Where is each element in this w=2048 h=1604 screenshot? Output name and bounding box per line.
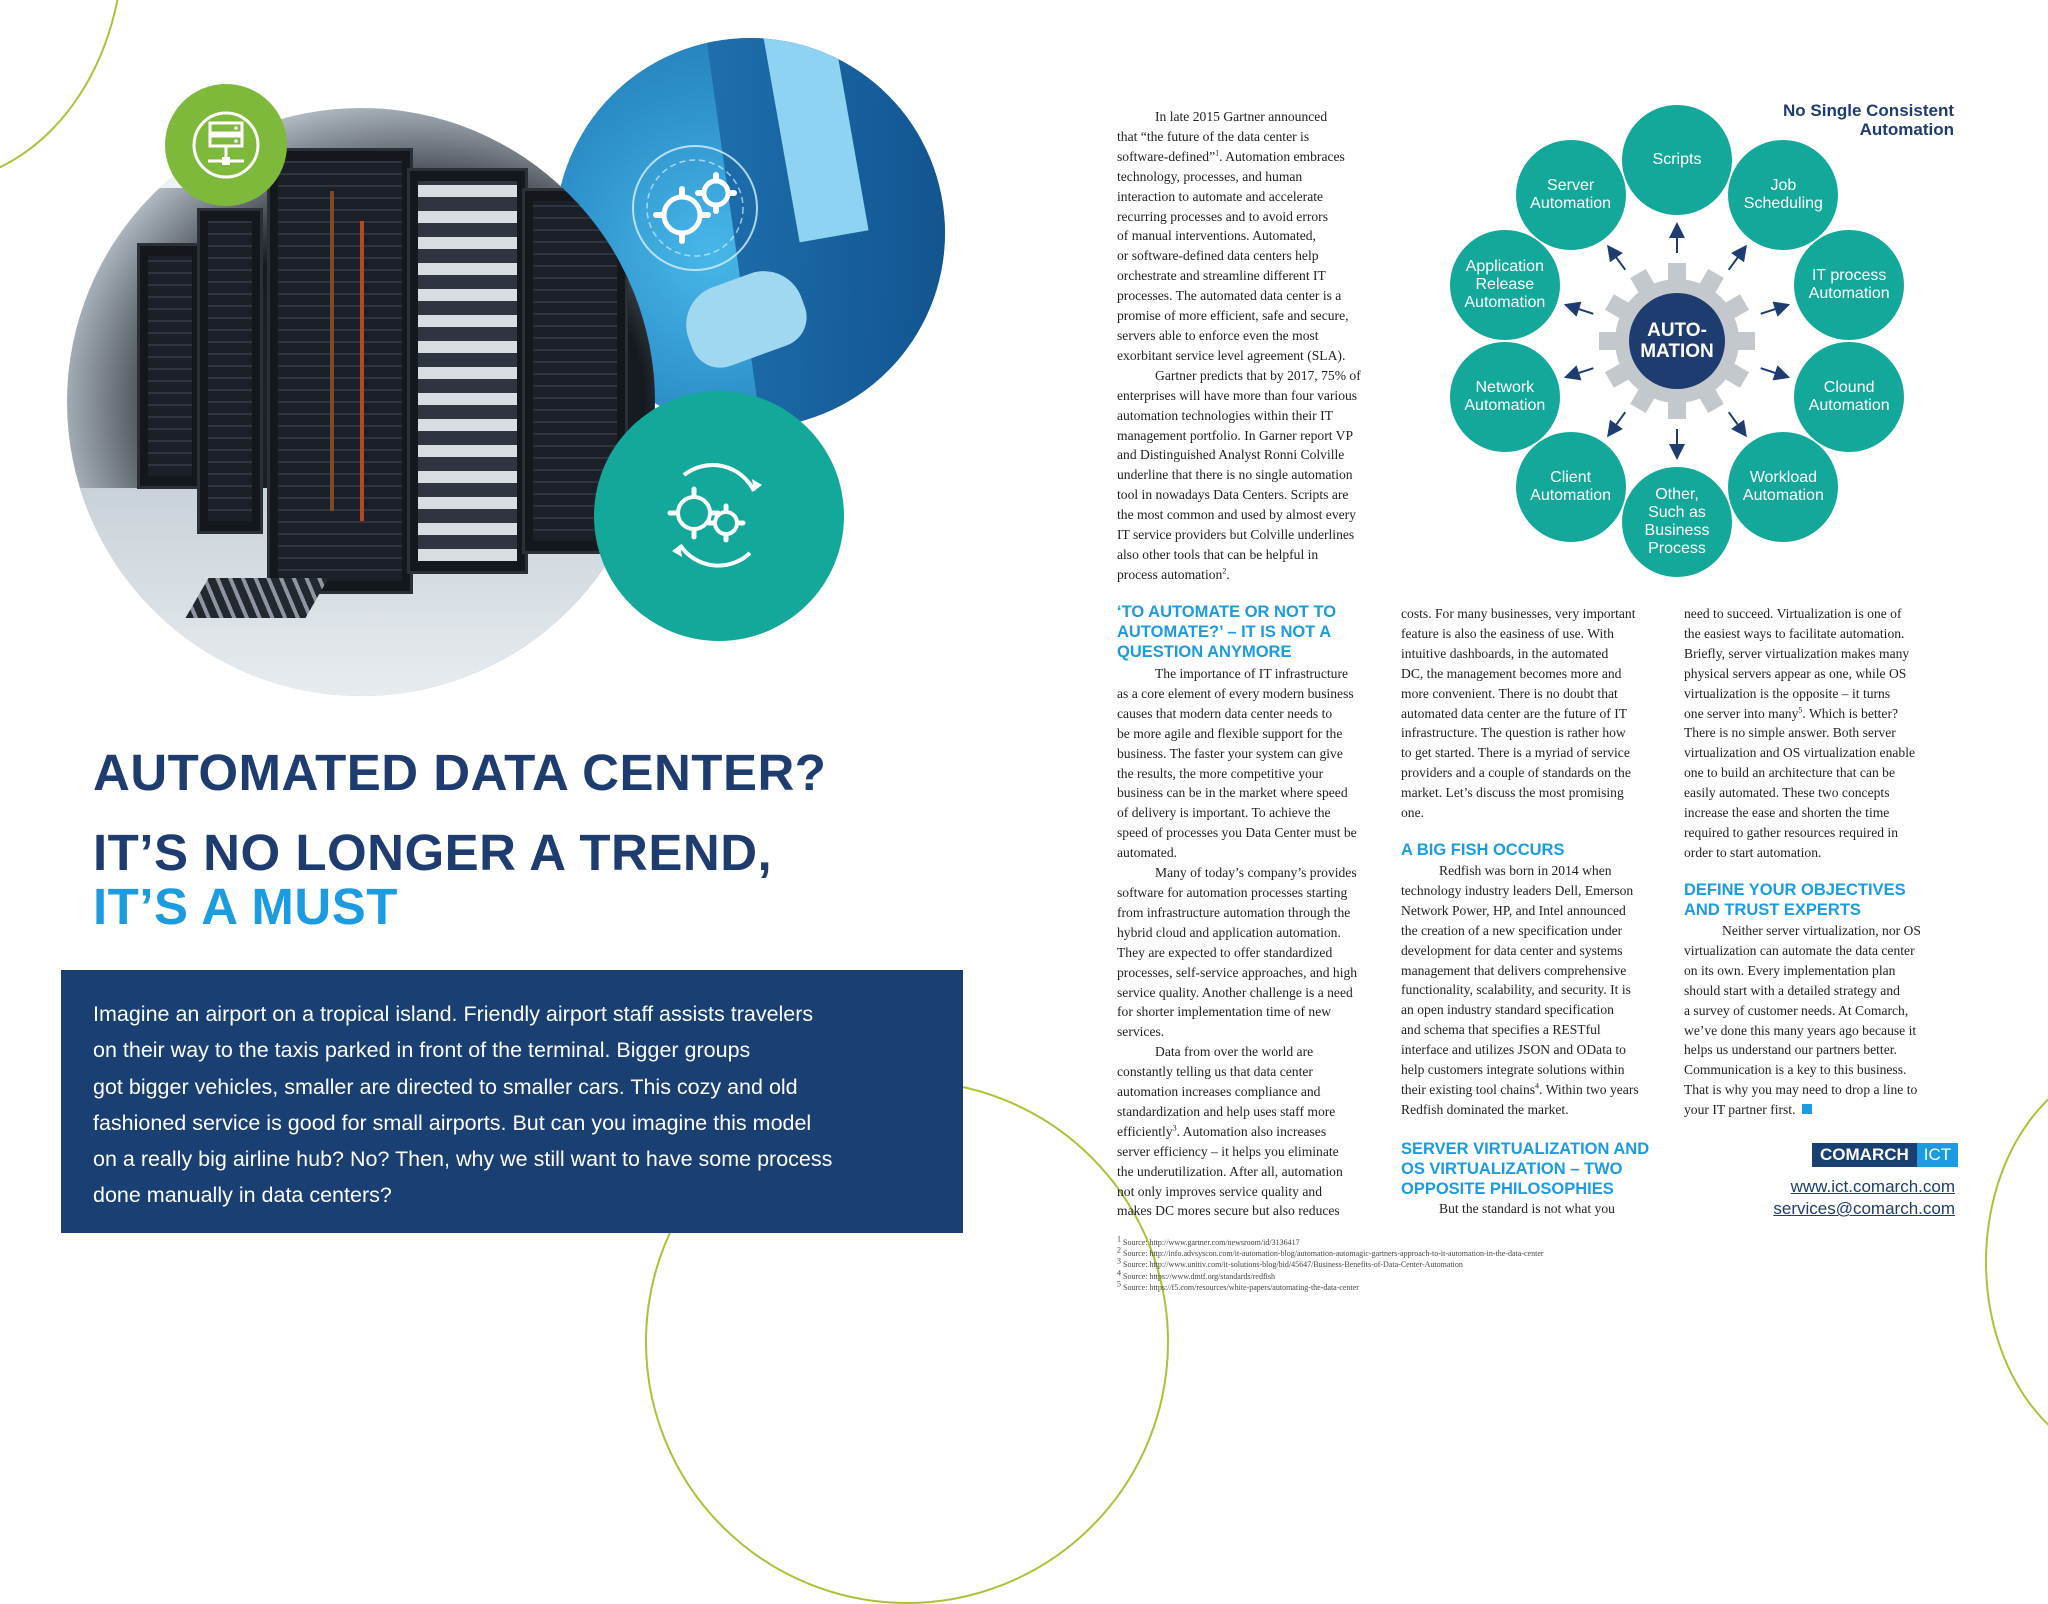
headline-line-3: IT’S A MUST [93,878,398,935]
automation-node: Client Automation [1516,432,1626,542]
section-heading-big-fish: A BIG FISH OCCURS [1401,841,1565,859]
end-of-article-mark [1802,1104,1812,1114]
comarch-ict-logo: COMARCH ICT [1812,1143,1958,1167]
intro-line: on their way to the taxis parked in front of the terminal. Bigger groups [93,1038,751,1063]
section-heading-virtualization: SERVER VIRTUALIZATION AND OS VIRTUALIZATION – TWO OPPOSITE PHILOSOPHIES [1401,1140,1650,1198]
server-rack [407,168,528,574]
intro-text [93,996,943,1214]
decorative-arc-bottom-right [1985,1060,2048,1464]
automation-node: Scripts [1622,105,1732,215]
gears-cycle-icon [654,461,774,576]
diagram-title: No Single Consistent Automation [1783,101,1954,139]
automation-node: Job Scheduling [1728,140,1838,250]
article-top-column [1117,107,1397,585]
automation-node: IT process Automation [1794,230,1904,340]
footnote: 5 Source: https://f5.com/resources/white-papers/automating-the-data-center [1117,1279,1359,1292]
automation-node: Other, Such as Business Process [1622,467,1732,577]
green-icon-circle [165,84,287,206]
section-heading-objectives: DEFINE YOUR OBJECTIVES AND TRUST EXPERTS [1684,881,1906,919]
paragraph-lines: that “the future of the data center is software-defined”$^1$. Automation embraces technology, processes, and human interaction to automate and accelerate recurring processes and to avoid errors of manual interventions. Automated, or software-defined data centers help orchestrate and streamline different IT processes. The automated data center is a promise of more efficient, safe and secure, servers able to enforce even the most exorbitant service level agreement (SLA). Gartner predicts that by 2017, 75% of enterprises will have more than four various automation technologies within their IT management portfolio. In Garner report VP and Distinguished Analyst Ronni Colville underline that there is no single automation tool in nowadays Data Centers. Scripts are the most common and used by almost every IT service providers but Colville underlines also other tools that can be helpful in process automation$^2$. [1117,128,1361,582]
teal-icon-circle [594,391,844,641]
diagram-arrow [1761,305,1787,313]
paragraph: In late 2015 Gartner announced [1155,109,1328,124]
footnote: 4 Source: https://www.dmtf.org/standards/redfish [1117,1267,1275,1281]
article-column-2: costs. For many businesses, very important feature is also the easiness of use. With intuitive dashboards, in the automated DC, the management becomes more and more convenient. There is no doubt that automated data center are the future of IT infrastructure. The question is rather how to get started. There is a myriad of service providers and a couple of standards on the market. Let’s discuss the most promising one. [1401,606,1636,821]
diagram-arrow [1568,305,1594,313]
decorative-arc-top-left [0,0,124,184]
diagram-arrow [1729,412,1745,434]
diagram-arrow [1729,248,1745,270]
intro-line: got bigger vehicles, smaller are directed to smaller cars. This cozy and old [93,1074,798,1099]
server-rack [197,208,263,534]
footnotes [1117,1234,1544,1293]
server-room-photo [67,108,655,696]
intro-line: done manually in data centers? [93,1183,392,1208]
floor-grate [185,578,328,618]
gears-target-icon [620,133,770,288]
article-column-1: The importance of IT infrastructure as a core element of every modern business causes that modern data center needs to be more agile and flexible support for the business. The faster your system can give the results, the more competitive your business can be in the market where speed of delivery is important. To achieve the speed of processes you Data Center must be automated. Many of today’s company’s provides software for automation processes starting from infrastructure automation through the hybrid cloud and application automation. They are expected to offer standardized processes, self-service approaches, and high service quality. Another challenge is a need for shorter implementation time of new services. Data from over the world are constantly telling us that data center automation increases compliance and standardization and help uses staff more efficiently$^3$. Automation also increases server efficiency – it helps you eliminate the underutilization. After all, automation not only improves service quality and makes DC mores secure but also reduces [1117,666,1358,1219]
diagram-arrow [1568,368,1594,376]
article-column-2-part-2: Redfish was born in 2014 when technology industry leaders Dell, Emerson Network Power, HP, and Intel announced the creation of a new specification under development for data center and systems management that delivers comprehensive functionality, scalability, and security. It is an open industry standard specification and schema that specifies a RESTful interface and utilizes JSON and OData to help customers integrate solutions within their existing tool chains$^4$. Within two years Redfish dominated the market. [1401,863,1639,1117]
server-network-icon [192,109,260,186]
footnote: 1 Source: http://www.gartner.com/newsroom/id/3136417 [1117,1234,1300,1247]
footnote: 3 Source: http://www.unitiv.com/it-solutions-blog/bid/45647/Business-Benefits-of-Data-Center-Automation [1117,1256,1463,1270]
diagram-arrow [1609,248,1625,270]
email-link[interactable]: services@comarch.com [1773,1199,1955,1218]
automation-node: Clound Automation [1794,342,1904,452]
diagram-arrow [1609,412,1625,434]
intro-line: Imagine an airport on a tropical island. Friendly airport staff assists travelers [93,1002,814,1026]
automation-node: Server Automation [1516,140,1626,250]
section-heading-automate: ‘TO AUTOMATE OR NOT TO AUTOMATE?’ – IT IS NOT A QUESTION ANYMORE [1117,603,1337,661]
article-column-3: need to succeed. Virtualization is one of the easiest ways to facilitate automation. Briefly, server virtualization makes many physical servers appear as one, while OS virtualization is the opposite – it turns one server into many$^5$. Which is better? There is no simple answer. Both server virtualization and OS virtualization enable one to build an architecture that can be easily automated. These two concepts increase the ease and shorten the time required to gather resources required in order to start automation. [1684,606,1916,860]
intro-line: on a really big airline hub? No? Then, why we still want to have some process [93,1147,833,1172]
headline-line-2: IT’S NO LONGER A TREND, [93,824,773,881]
article-column-3-part-2: Neither server virtualization, nor OS virtualization can automate the data center on its own. Every implementation plan should start with a detailed strategy and a survey of customer needs. At Comarch, we’ve done this many years ago because it helps us understand our partners better. Communication is a key to this business. That is why you may need to drop a line to your IT partner first. [1684,923,1921,1118]
intro-line: fashioned service is good for small airports. But can you imagine this model [93,1110,812,1135]
server-rack [267,148,413,594]
automation-node: Workload Automation [1728,432,1838,542]
diagram-arrow [1761,368,1787,376]
website-link[interactable]: www.ict.comarch.com [1790,1177,1955,1196]
headline-line-1: AUTOMATED DATA CENTER? [93,744,827,801]
article-column-2-part-3: But the standard is not what you [1439,1201,1615,1216]
automation-node: Application Release Automation [1450,230,1560,340]
automation-node: Network Automation [1450,342,1560,452]
server-rack [137,243,203,489]
automation-center: AUTO- MATION [1629,293,1725,389]
footnote: 2 Source: http://info.advsyscon.com/it-automation-blog/automation-automagic-gartners-approach-to-it-automation-in-the-data-center [1117,1245,1544,1259]
